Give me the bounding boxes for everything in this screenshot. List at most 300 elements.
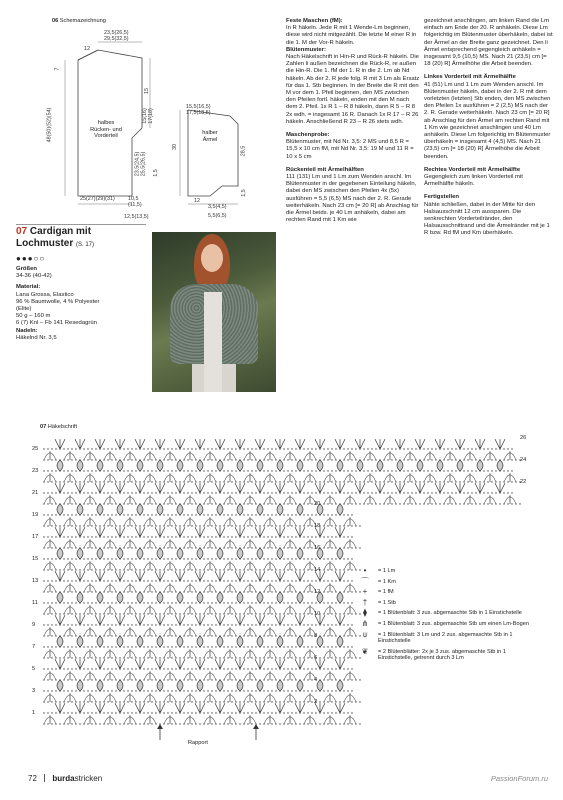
chain-stitch-mark [175, 558, 176, 559]
chain-stitch-mark [231, 679, 232, 680]
chain-stitch-mark [255, 580, 256, 581]
chain-stitch-mark [51, 712, 52, 713]
chain-stitch-mark [155, 712, 156, 713]
chain-stitch-mark [107, 569, 108, 570]
chain-stitch-mark [327, 701, 328, 702]
chain-stitch-mark [51, 536, 52, 537]
chain-stitch-mark [51, 580, 52, 581]
chain-stitch-mark [371, 481, 372, 482]
chain-stitch-mark [407, 492, 408, 493]
petal-mark [275, 527, 285, 537]
chain-stitch-mark [231, 448, 232, 449]
chain-stitch-mark [363, 470, 364, 471]
chain-stitch-mark [187, 525, 188, 526]
chain-stitch-mark [127, 481, 128, 482]
chain-stitch-mark [323, 646, 324, 647]
chain-stitch-mark [487, 459, 488, 460]
chain-stitch-mark [119, 701, 120, 702]
chain-stitch-mark [239, 569, 240, 570]
chain-stitch-mark [371, 459, 372, 460]
chain-stitch-mark [171, 569, 172, 570]
chain-stitch-mark [331, 459, 332, 460]
legend-row [352, 589, 532, 596]
petal-mark [55, 527, 65, 537]
chain-stitch-mark [347, 635, 348, 636]
chain-stitch-mark [459, 459, 460, 460]
chain-stitch-mark [159, 503, 160, 504]
chain-stitch-mark [107, 602, 108, 603]
petal-mark [175, 439, 185, 449]
chain-stitch-mark [267, 569, 268, 570]
chain-stitch-mark [307, 514, 308, 515]
chain-stitch-mark [347, 701, 348, 702]
row-number-left: 11 [32, 600, 38, 606]
chain-stitch-mark [91, 580, 92, 581]
chain-stitch-mark [87, 701, 88, 702]
petal-mark [95, 439, 105, 449]
chain-stitch-mark [95, 602, 96, 603]
chain-stitch-mark [171, 646, 172, 647]
chain-stitch-mark [179, 679, 180, 680]
chain-stitch-mark [223, 690, 224, 691]
chain-stitch-mark [427, 470, 428, 471]
chain-stitch-mark [79, 547, 80, 548]
chain-stitch-mark [143, 492, 144, 493]
chain-stitch-mark [487, 492, 488, 493]
chain-stitch-mark [107, 591, 108, 592]
row-number-left: 5 [32, 666, 36, 672]
chain-stitch-mark [123, 514, 124, 515]
chain-stitch-mark [231, 591, 232, 592]
chain-stitch-mark [327, 723, 328, 724]
chain-stitch-mark [55, 690, 56, 691]
chain-stitch-mark [323, 668, 324, 669]
chain-stitch-mark [291, 657, 292, 658]
chain-stitch-mark [51, 503, 52, 504]
chain-stitch-mark [59, 591, 60, 592]
chain-stitch-mark [51, 624, 52, 625]
petal-mark [295, 615, 305, 625]
chain-stitch-mark [91, 569, 92, 570]
petal-mark [55, 483, 65, 493]
chain-stitch-mark [123, 668, 124, 669]
row-number-left: 3 [32, 688, 36, 694]
chain-stitch-mark [207, 459, 208, 460]
face [201, 244, 223, 272]
chain-stitch-mark [59, 459, 60, 460]
chain-stitch-mark [67, 690, 68, 691]
chain-stitch-mark [195, 536, 196, 537]
chain-stitch-mark [99, 569, 100, 570]
chain-stitch-mark [87, 580, 88, 581]
chain-stitch-mark [295, 492, 296, 493]
chain-stitch-mark [267, 690, 268, 691]
chain-stitch-mark [127, 569, 128, 570]
chain-stitch-mark [231, 624, 232, 625]
chain-stitch-mark [255, 514, 256, 515]
chain-stitch-mark [287, 481, 288, 482]
chain-stitch-mark [211, 525, 212, 526]
petal-mark [77, 504, 83, 515]
petal-mark [297, 636, 303, 647]
chain-stitch-mark [299, 503, 300, 504]
chain-stitch-mark [367, 448, 368, 449]
chain-stitch-mark [171, 712, 172, 713]
schematic-drawing [40, 28, 270, 218]
chain-stitch-mark [211, 569, 212, 570]
chain-stitch-mark [187, 569, 188, 570]
chain-stitch-mark [491, 503, 492, 504]
petal-mark [97, 460, 103, 471]
petal-mark [155, 439, 165, 449]
chain-stitch-mark [187, 712, 188, 713]
chain-stitch-mark [307, 558, 308, 559]
chain-stitch-mark [195, 514, 196, 515]
petal-mark [177, 460, 183, 471]
chain-stitch-mark [335, 624, 336, 625]
chain-stitch-mark [243, 668, 244, 669]
dim-1-5-a: 1,5 [152, 169, 159, 177]
chain-stitch-mark [75, 514, 76, 515]
chain-stitch-mark [487, 503, 488, 504]
chain-stitch-mark [63, 668, 64, 669]
chain-stitch-mark [443, 448, 444, 449]
chain-stitch-mark [211, 470, 212, 471]
chain-stitch-mark [195, 492, 196, 493]
chain-stitch-mark [107, 547, 108, 548]
needles-label: Nadeln: [16, 327, 38, 334]
chain-stitch-mark [111, 514, 112, 515]
chain-stitch-mark [347, 690, 348, 691]
chain-stitch-mark [243, 646, 244, 647]
chain-stitch-mark [455, 448, 456, 449]
chain-stitch-mark [299, 635, 300, 636]
chain-stitch-mark [287, 602, 288, 603]
petal-mark [77, 460, 83, 471]
chain-stitch-mark [179, 613, 180, 614]
chain-stitch-mark [299, 481, 300, 482]
chain-stitch-mark [155, 646, 156, 647]
chain-stitch-mark [131, 591, 132, 592]
chain-stitch-mark [151, 481, 152, 482]
petal-mark [235, 439, 245, 449]
chain-stitch-mark [171, 503, 172, 504]
chain-stitch-mark [295, 712, 296, 713]
chain-stitch-mark [351, 514, 352, 515]
chain-stitch-mark [307, 448, 308, 449]
chain-stitch-mark [187, 613, 188, 614]
chain-stitch-mark [231, 635, 232, 636]
chain-stitch-mark [271, 569, 272, 570]
chain-stitch-mark [43, 470, 44, 471]
chain-stitch-mark [103, 514, 104, 515]
chain-stitch-mark [343, 690, 344, 691]
chain-stitch-mark [47, 558, 48, 559]
chain-stitch-mark [263, 514, 264, 515]
chain-stitch-mark [111, 547, 112, 548]
chain-stitch-mark [259, 525, 260, 526]
chain-stitch-mark [511, 470, 512, 471]
chain-stitch-mark [51, 668, 52, 669]
chain-stitch-mark [271, 459, 272, 460]
chain-stitch-mark [51, 481, 52, 482]
chain-stitch-mark [63, 536, 64, 537]
chain-stitch-mark [47, 470, 48, 471]
chain-stitch-mark [151, 679, 152, 680]
chain-stitch-mark [215, 470, 216, 471]
chain-stitch-mark [135, 712, 136, 713]
chain-stitch-mark [195, 602, 196, 603]
chain-stitch-mark [271, 613, 272, 614]
chain-stitch-mark [431, 503, 432, 504]
chain-stitch-mark [311, 723, 312, 724]
chain-stitch-mark [483, 470, 484, 471]
chain-stitch-mark [227, 569, 228, 570]
petal-mark [235, 571, 245, 581]
chain-stitch-mark [63, 690, 64, 691]
chain-stitch-mark [55, 558, 56, 559]
chain-stitch-mark [195, 668, 196, 669]
chain-stitch-mark [251, 492, 252, 493]
chain-stitch-mark [191, 525, 192, 526]
chain-stitch-mark [127, 580, 128, 581]
chain-stitch-mark [295, 514, 296, 515]
chain-stitch-mark [123, 624, 124, 625]
chain-stitch-mark [263, 646, 264, 647]
chain-stitch-mark [267, 668, 268, 669]
chain-stitch-mark [327, 668, 328, 669]
chain-stitch-mark [335, 602, 336, 603]
chain-stitch-mark [111, 646, 112, 647]
chain-stitch-mark [167, 470, 168, 471]
chain-stitch-mark [55, 514, 56, 515]
chain-stitch-mark [239, 591, 240, 592]
chain-stitch-mark [199, 657, 200, 658]
chain-stitch-mark [131, 657, 132, 658]
chain-stitch-mark [411, 492, 412, 493]
chain-stitch-mark [239, 481, 240, 482]
chain-stitch-mark [67, 536, 68, 537]
chain-stitch-mark [207, 668, 208, 669]
chain-stitch-mark [163, 690, 164, 691]
chain-stitch-mark [259, 591, 260, 592]
chain-stitch-mark [311, 481, 312, 482]
chain-stitch-mark [235, 602, 236, 603]
chain-stitch-mark [119, 723, 120, 724]
chain-stitch-mark [303, 646, 304, 647]
slip-stitch-icon: ⌒ [361, 576, 369, 586]
page-number: 72 [28, 774, 37, 783]
chain-stitch-mark [491, 481, 492, 482]
chain-stitch-mark [267, 547, 268, 548]
chain-stitch-mark [247, 591, 248, 592]
petal-mark [297, 504, 303, 515]
chain-stitch-mark [175, 492, 176, 493]
chain-stitch-mark [135, 668, 136, 669]
chain-stitch-mark [311, 448, 312, 449]
chain-stitch-mark [335, 712, 336, 713]
dim-sleeve-top: 15,5(16,5) 17,5(18,5) [186, 104, 211, 116]
chain-stitch-mark [179, 591, 180, 592]
petal-mark [75, 439, 85, 449]
chain-stitch-mark [483, 448, 484, 449]
chain-stitch-mark [331, 536, 332, 537]
chain-stitch-mark [115, 514, 116, 515]
chain-stitch-mark [103, 602, 104, 603]
chain-stitch-mark [139, 701, 140, 702]
chain-stitch-mark [487, 448, 488, 449]
chain-stitch-mark [267, 503, 268, 504]
chain-stitch-mark [159, 591, 160, 592]
chain-stitch-mark [315, 558, 316, 559]
chain-stitch-mark [231, 547, 232, 548]
chain-stitch-mark [131, 481, 132, 482]
chain-stitch-mark [107, 635, 108, 636]
chain-stitch-mark [207, 712, 208, 713]
petal-mark [255, 703, 265, 713]
chain-stitch-mark [311, 690, 312, 691]
chain-stitch-mark [371, 448, 372, 449]
chain-stitch-mark [287, 525, 288, 526]
chain-stitch-mark [259, 503, 260, 504]
chain-stitch-mark [327, 580, 328, 581]
chain-stitch-mark [327, 459, 328, 460]
chain-stitch-mark [359, 679, 360, 680]
chain-stitch-mark [231, 481, 232, 482]
petal-mark [395, 439, 405, 449]
chain-stitch-mark [83, 624, 84, 625]
chain-stitch-mark [263, 536, 264, 537]
chain-stitch-mark [167, 679, 168, 680]
chain-stitch-mark [183, 492, 184, 493]
chain-stitch-mark [211, 657, 212, 658]
petal-mark [55, 571, 65, 581]
chain-stitch-mark [291, 712, 292, 713]
chain-stitch-mark [171, 580, 172, 581]
chain-stitch-mark [295, 448, 296, 449]
chain-stitch-mark [59, 547, 60, 548]
chain-stitch-mark [203, 558, 204, 559]
dim-30: 30 [172, 144, 178, 150]
chain-stitch-mark [303, 470, 304, 471]
chain-stitch-mark [207, 701, 208, 702]
chain-stitch-mark [63, 448, 64, 449]
chain-stitch-mark [227, 492, 228, 493]
petal-mark [257, 592, 263, 603]
chain-stitch-mark [331, 558, 332, 559]
chain-stitch-mark [231, 492, 232, 493]
chain-stitch-mark [187, 492, 188, 493]
dim-7: 7 [54, 67, 61, 71]
chain-stitch-mark [171, 558, 172, 559]
chain-stitch-mark [151, 536, 152, 537]
petal-mark [417, 460, 423, 471]
chain-stitch-mark [467, 481, 468, 482]
chain-stitch-mark [195, 690, 196, 691]
chain-stitch-mark [331, 602, 332, 603]
chain-stitch-mark [211, 701, 212, 702]
chain-stitch-mark [351, 536, 352, 537]
chain-stitch-mark [115, 602, 116, 603]
chain-stitch-mark [155, 448, 156, 449]
chain-stitch-mark [55, 580, 56, 581]
chain-stitch-mark [211, 679, 212, 680]
chain-stitch-mark [63, 712, 64, 713]
chain-stitch-mark [267, 459, 268, 460]
chain-stitch-mark [367, 470, 368, 471]
chain-stitch-mark [263, 492, 264, 493]
chain-stitch-mark [191, 646, 192, 647]
chain-stitch-mark [287, 646, 288, 647]
chain-stitch-mark [479, 459, 480, 460]
chain-stitch-mark [295, 580, 296, 581]
chain-stitch-mark [431, 470, 432, 471]
chain-stitch-mark [199, 591, 200, 592]
chain-stitch-mark [199, 679, 200, 680]
chain-stitch-mark [339, 569, 340, 570]
chain-stitch-mark [147, 591, 148, 592]
chain-stitch-mark [71, 657, 72, 658]
chain-stitch-mark [259, 635, 260, 636]
chain-stitch-mark [107, 657, 108, 658]
chain-stitch-mark [107, 613, 108, 614]
chain-stitch-mark [207, 646, 208, 647]
chain-stitch-mark [159, 547, 160, 548]
chain-stitch-mark [343, 470, 344, 471]
chain-stitch-mark [127, 657, 128, 658]
chain-stitch-mark [307, 602, 308, 603]
chain-stitch-mark [327, 646, 328, 647]
chain-stitch-mark [199, 525, 200, 526]
chain-stitch-mark [227, 580, 228, 581]
row-number-right: 2 [314, 699, 318, 705]
chain-stitch-mark [191, 448, 192, 449]
chain-stitch-mark [147, 646, 148, 647]
chain-stitch-mark [287, 459, 288, 460]
chain-stitch-mark [271, 481, 272, 482]
chain-stitch-mark [87, 602, 88, 603]
chain-stitch-mark [63, 580, 64, 581]
chain-stitch-mark [67, 459, 68, 460]
chain-stitch-mark [411, 481, 412, 482]
chain-stitch-mark [127, 470, 128, 471]
petal-mark [455, 483, 465, 493]
chain-stitch-mark [71, 470, 72, 471]
chain-stitch-mark [347, 580, 348, 581]
chain-stitch-mark [71, 514, 72, 515]
section: Feste Maschen (fM): In R häkeln. Jede R mit 1 Wende-Lm beginnen, diese wird nicht mitgezählt. Die letzte M einer R in die 1. M der Vor-R häkeln. [286, 18, 417, 46]
chain-stitch-mark [247, 679, 248, 680]
chain-stitch-mark [147, 701, 148, 702]
chain-stitch-mark [279, 481, 280, 482]
chain-stitch-mark [299, 547, 300, 548]
chain-stitch-mark [51, 646, 52, 647]
chain-stitch-mark [91, 679, 92, 680]
chain-stitch-mark [331, 591, 332, 592]
chain-stitch-mark [75, 448, 76, 449]
chain-stitch-mark [307, 536, 308, 537]
petal-mark [337, 592, 343, 603]
chain-stitch-mark [131, 448, 132, 449]
chain-stitch-mark [323, 492, 324, 493]
chain-stitch-mark [475, 470, 476, 471]
chain-stitch-mark [431, 459, 432, 460]
chain-stitch-mark [247, 624, 248, 625]
chain-stitch-mark [151, 613, 152, 614]
chain-stitch-mark [503, 470, 504, 471]
chain-stitch-mark [239, 635, 240, 636]
chain-stitch-mark [507, 459, 508, 460]
